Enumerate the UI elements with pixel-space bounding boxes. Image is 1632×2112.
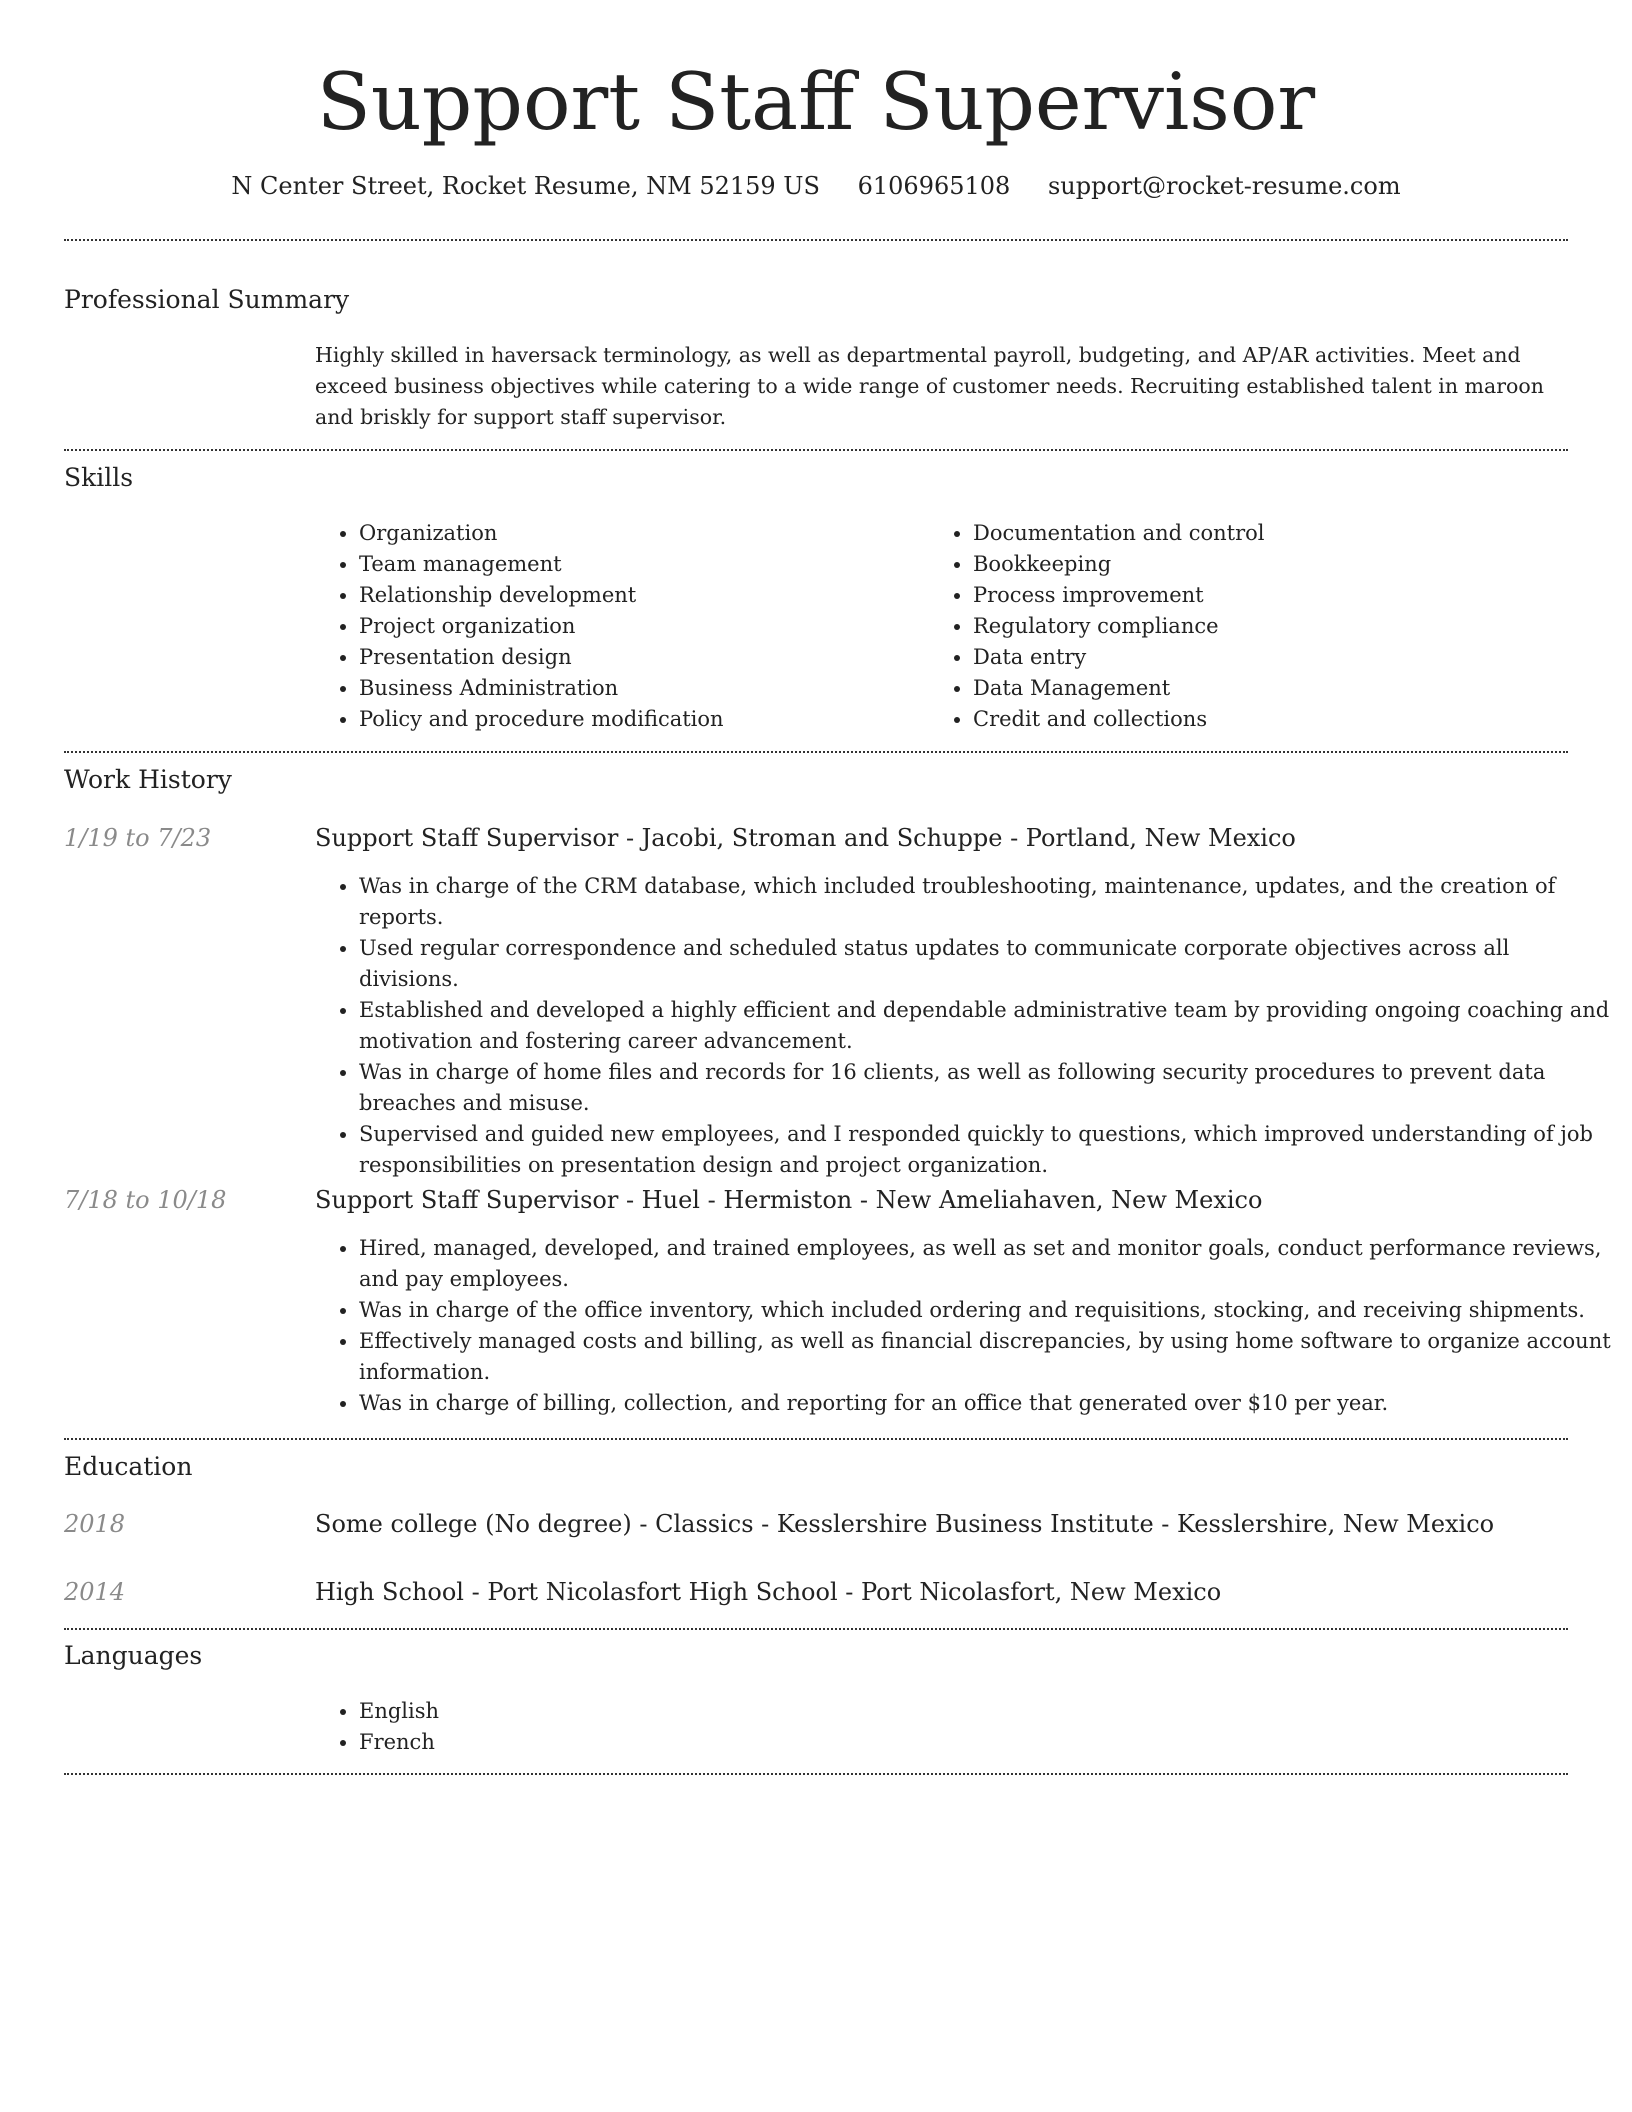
education-degree: High School bbox=[315, 1578, 464, 1606]
job-bullet: • Hired, managed, developed, and trained employees, as well as set and monitor goals, conduct performance reviews, and pay employees. bbox=[359, 1233, 1612, 1295]
job-heading bbox=[315, 1184, 1262, 1216]
language-item: • French bbox=[359, 1727, 959, 1758]
education-degree: Some college (No degree) bbox=[315, 1510, 632, 1538]
skill-item: • Process improvement bbox=[973, 580, 1573, 611]
job-role: Support Staff Supervisor bbox=[315, 824, 619, 852]
job-dates: 7/18 to 10/18 bbox=[64, 1186, 227, 1214]
contact-email: support@rocket-resume.com bbox=[1047, 172, 1401, 200]
education-year: 2014 bbox=[64, 1578, 126, 1606]
skills-list-left bbox=[315, 518, 919, 735]
skill-item: • Data entry bbox=[973, 642, 1573, 673]
divider bbox=[64, 751, 1568, 753]
skill-item: • Bookkeeping bbox=[973, 549, 1573, 580]
education-entry bbox=[315, 1576, 1221, 1608]
skill-item: • Documentation and control bbox=[973, 518, 1573, 549]
contact-phone: 6106965108 bbox=[857, 172, 1011, 200]
summary-text: Highly skilled in haversack terminology, as well as departmental payroll, budgeting, and AP/AR activities. Meet and exceed business objectives while catering to a wide range of customer needs. Recruiting established talent in maroon and briskly for support staff supervisor. bbox=[315, 343, 1544, 429]
skill-item: • Relationship development bbox=[359, 580, 919, 611]
skill-item: • Regulatory compliance bbox=[973, 611, 1573, 642]
job-bullet: • Established and developed a highly efficient and dependable administrative team by providing ongoing coaching and motivation and fostering career advancement. bbox=[359, 995, 1612, 1057]
skill-item: • Presentation design bbox=[359, 642, 919, 673]
candidate-name: Support Staff Supervisor bbox=[316, 56, 1316, 148]
skills-list-right bbox=[929, 518, 1573, 735]
job-bullet: • Was in charge of the office inventory, which included ordering and requisitions, stocking, and receiving shipments. bbox=[359, 1295, 1612, 1326]
job-bullet: • Was in charge of billing, collection, and reporting for an office that generated over $10 per year. bbox=[359, 1388, 1612, 1419]
skill-item: • Organization bbox=[359, 518, 919, 549]
job-bullet: • Effectively managed costs and billing, as well as financial discrepancies, by using home software to organize account information. bbox=[359, 1326, 1612, 1388]
job-bullet: • Was in charge of home files and records for 16 clients, as well as following security procedures to prevent data breaches and misuse. bbox=[359, 1057, 1612, 1119]
job-heading bbox=[315, 822, 1296, 854]
job-employer: - Huel - Hermiston - New Ameliahaven, New Mexico bbox=[618, 1186, 1263, 1214]
education-school: - Classics - Kesslershire Business Institute - Kesslershire, New Mexico bbox=[631, 1510, 1495, 1538]
job-bullet: • Was in charge of the CRM database, which included troubleshooting, maintenance, updates, and the creation of reports. bbox=[359, 871, 1612, 933]
job-dates: 1/19 to 7/23 bbox=[64, 824, 212, 852]
skill-item: • Policy and procedure modification bbox=[359, 704, 919, 735]
skill-item: • Business Administration bbox=[359, 673, 919, 704]
divider bbox=[64, 1773, 1568, 1775]
job-bullet: • Supervised and guided new employees, and I responded quickly to questions, which improved understanding of job responsibilities on presentation design and project organization. bbox=[359, 1119, 1612, 1181]
contact-line bbox=[0, 170, 1632, 202]
skill-item: • Data Management bbox=[973, 673, 1573, 704]
divider bbox=[64, 1628, 1568, 1630]
job-bullets bbox=[315, 1233, 1612, 1419]
section-title-work: Work History bbox=[64, 765, 232, 794]
skill-item: • Team management bbox=[359, 549, 919, 580]
job-role: Support Staff Supervisor bbox=[315, 1186, 619, 1214]
job-employer: - Jacobi, Stroman and Schuppe - Portland, New Mexico bbox=[618, 824, 1296, 852]
education-entry bbox=[315, 1508, 1494, 1540]
language-item: • English bbox=[359, 1696, 959, 1727]
section-title-education: Education bbox=[64, 1452, 193, 1481]
divider bbox=[64, 449, 1568, 451]
job-bullets bbox=[315, 871, 1612, 1181]
divider bbox=[64, 239, 1568, 241]
section-title-summary: Professional Summary bbox=[64, 285, 350, 314]
contact-address: N Center Street, Rocket Resume, NM 52159 US bbox=[231, 172, 820, 200]
skill-item: • Credit and collections bbox=[973, 704, 1573, 735]
section-title-skills: Skills bbox=[64, 463, 134, 492]
education-year: 2018 bbox=[64, 1510, 126, 1538]
skill-item: • Project organization bbox=[359, 611, 919, 642]
languages-list bbox=[315, 1696, 959, 1758]
section-title-languages: Languages bbox=[64, 1641, 203, 1670]
divider bbox=[64, 1438, 1568, 1440]
job-bullet: • Used regular correspondence and scheduled status updates to communicate corporate objectives across all divisions. bbox=[359, 933, 1612, 995]
education-school: - Port Nicolasfort High School - Port Nicolasfort, New Mexico bbox=[463, 1578, 1222, 1606]
